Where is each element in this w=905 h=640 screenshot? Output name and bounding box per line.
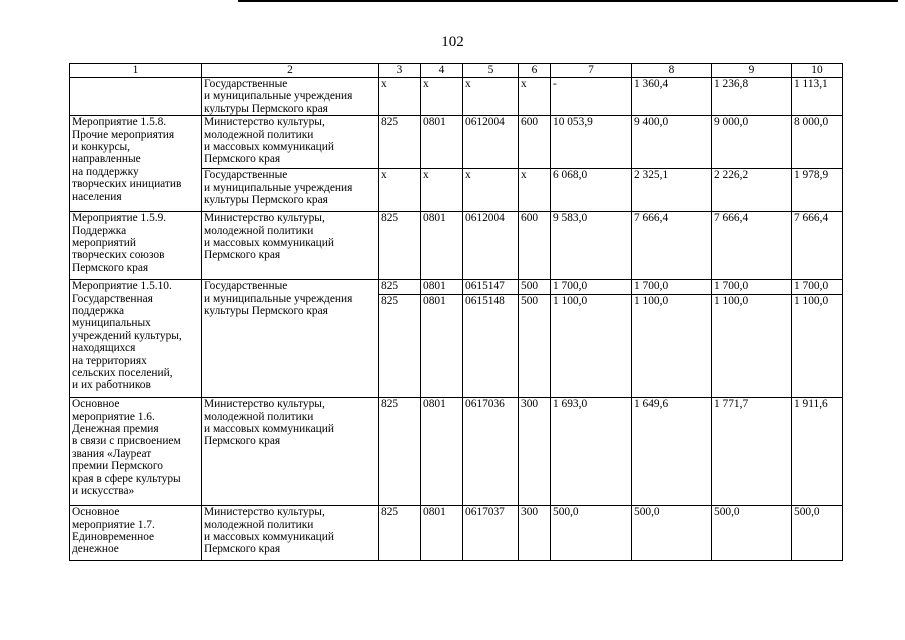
section-cell: х — [421, 78, 463, 116]
type-cell: 500 — [519, 295, 551, 398]
section-cell: х — [421, 169, 463, 212]
column-header: 10 — [792, 64, 843, 78]
type-cell: х — [519, 78, 551, 116]
amount-cell: 1 649,6 — [632, 398, 712, 506]
activity-cell — [70, 78, 202, 116]
table-row — [70, 398, 843, 506]
code-cell: 825 — [379, 116, 421, 169]
amount-cell: 9 000,0 — [712, 116, 792, 169]
header-row — [70, 64, 843, 78]
amount-cell: 9 583,0 — [551, 212, 632, 280]
type-cell: 600 — [519, 116, 551, 169]
column-header: 9 — [712, 64, 792, 78]
section-cell: 0801 — [421, 506, 463, 561]
column-header: 6 — [519, 64, 551, 78]
table-row — [70, 116, 843, 169]
target-cell: х — [463, 78, 519, 116]
code-cell: 825 — [379, 398, 421, 506]
amount-cell: 1 100,0 — [712, 295, 792, 398]
target-cell: 0617037 — [463, 506, 519, 561]
amount-cell: 1 100,0 — [792, 295, 843, 398]
section-cell: 0801 — [421, 280, 463, 295]
activity-cell: Основное мероприятие 1.7. Единовременное денежное — [70, 506, 202, 561]
amount-cell: 1 911,6 — [792, 398, 843, 506]
amount-cell: 500,0 — [632, 506, 712, 561]
column-header: 8 — [632, 64, 712, 78]
type-cell: 600 — [519, 212, 551, 280]
page-number: 102 — [441, 34, 464, 50]
amount-cell: 1 100,0 — [632, 295, 712, 398]
amount-cell: 1 700,0 — [712, 280, 792, 295]
code-cell: 825 — [379, 212, 421, 280]
amount-cell: 1 978,9 — [792, 169, 843, 212]
amount-cell: 7 666,4 — [712, 212, 792, 280]
executor-cell: Министерство культуры, молодежной политики и массовых коммуникаций Пермского края — [202, 398, 379, 506]
executor-cell: Министерство культуры, молодежной политики и массовых коммуникаций Пермского края — [202, 506, 379, 561]
code-cell: 825 — [379, 295, 421, 398]
target-cell: 0612004 — [463, 116, 519, 169]
column-header: 1 — [70, 64, 202, 78]
amount-cell: 10 053,9 — [551, 116, 632, 169]
section-cell: 0801 — [421, 295, 463, 398]
amount-cell: 500,0 — [712, 506, 792, 561]
activity-cell: Мероприятие 1.5.9. Поддержка мероприятий творческих союзов Пермского края — [70, 212, 202, 280]
amount-cell: 1 100,0 — [551, 295, 632, 398]
target-cell: 0615148 — [463, 295, 519, 398]
amount-cell: 7 666,4 — [632, 212, 712, 280]
column-header: 2 — [202, 64, 379, 78]
activity-cell: Основное мероприятие 1.6. Денежная премия в связи с присвоением звания «Лауреат премии Пермского края в сфере культуры и искусства» — [70, 398, 202, 506]
amount-cell: 8 000,0 — [792, 116, 843, 169]
target-cell: 0615147 — [463, 280, 519, 295]
code-cell: 825 — [379, 506, 421, 561]
target-cell: х — [463, 169, 519, 212]
column-header: 5 — [463, 64, 519, 78]
column-header: 3 — [379, 64, 421, 78]
section-cell: 0801 — [421, 398, 463, 506]
table-row — [70, 212, 843, 280]
code-cell: х — [379, 169, 421, 212]
executor-cell: Министерство культуры, молодежной политики и массовых коммуникаций Пермского края — [202, 212, 379, 280]
column-header: 4 — [421, 64, 463, 78]
table-row — [70, 280, 843, 295]
amount-cell: 2 226,2 — [712, 169, 792, 212]
executor-cell: Министерство культуры, молодежной политики и массовых коммуникаций Пермского края — [202, 116, 379, 169]
amount-cell: 1 700,0 — [792, 280, 843, 295]
section-cell: 0801 — [421, 212, 463, 280]
amount-cell: 500,0 — [551, 506, 632, 561]
amount-cell: 1 700,0 — [632, 280, 712, 295]
type-cell: 300 — [519, 398, 551, 506]
amount-cell: 7 666,4 — [792, 212, 843, 280]
executor-cell: Государственные и муниципальные учреждения культуры Пермского края — [202, 78, 379, 116]
target-cell: 0617036 — [463, 398, 519, 506]
budget-table — [69, 63, 843, 561]
executor-cell: Государственные и муниципальные учреждения культуры Пермского края — [202, 169, 379, 212]
amount-cell: - — [551, 78, 632, 116]
amount-cell: 9 400,0 — [632, 116, 712, 169]
amount-cell: 1 700,0 — [551, 280, 632, 295]
amount-cell: 1 693,0 — [551, 398, 632, 506]
type-cell: 300 — [519, 506, 551, 561]
table-row — [70, 78, 843, 116]
amount-cell: 1 771,7 — [712, 398, 792, 506]
amount-cell: 2 325,1 — [632, 169, 712, 212]
table-row — [70, 506, 843, 561]
activity-cell: Мероприятие 1.5.10. Государственная поддержка муниципальных учреждений культуры, находящихся на территориях сельских поселений, и их работников — [70, 280, 202, 398]
column-header: 7 — [551, 64, 632, 78]
amount-cell: 6 068,0 — [551, 169, 632, 212]
code-cell: 825 — [379, 280, 421, 295]
amount-cell: 1 113,1 — [792, 78, 843, 116]
executor-cell: Государственные и муниципальные учреждения культуры Пермского края — [202, 280, 379, 398]
amount-cell: 1 360,4 — [632, 78, 712, 116]
section-cell: 0801 — [421, 116, 463, 169]
target-cell: 0612004 — [463, 212, 519, 280]
activity-cell: Мероприятие 1.5.8. Прочие мероприятия и конкурсы, направленные на поддержку творческих инициатив населения — [70, 116, 202, 212]
type-cell: х — [519, 169, 551, 212]
code-cell: х — [379, 78, 421, 116]
amount-cell: 500,0 — [792, 506, 843, 561]
type-cell: 500 — [519, 280, 551, 295]
amount-cell: 1 236,8 — [712, 78, 792, 116]
top-rule — [238, 0, 898, 2]
